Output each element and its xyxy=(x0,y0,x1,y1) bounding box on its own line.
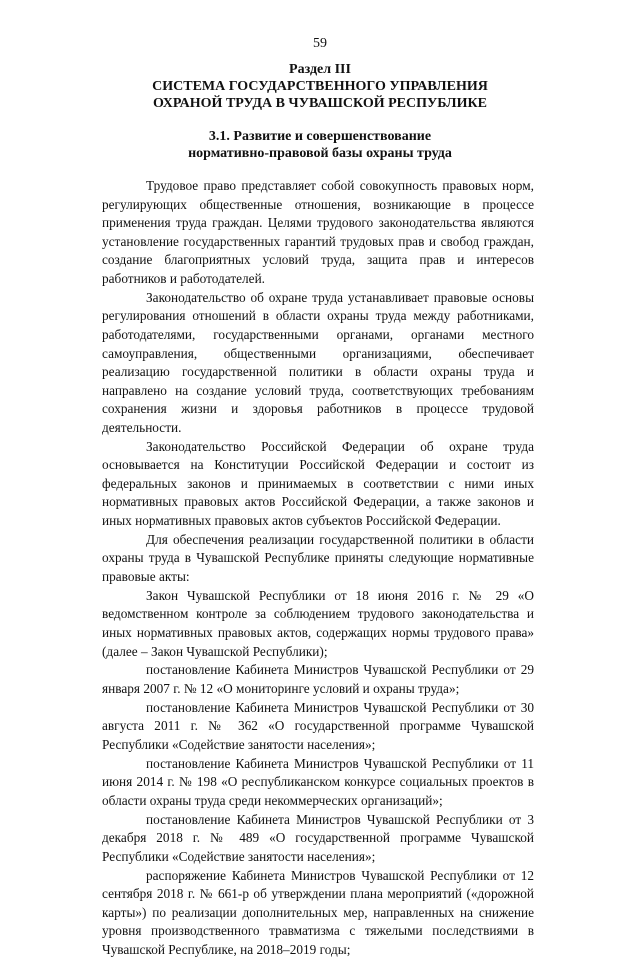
list-item: постановление Кабинета Министров Чувашской Республики от 30 августа 2011 г. № 362 «О государственной программе Чувашской Республики «Содействие занятости населения»; xyxy=(102,699,534,752)
page-number: 59 xyxy=(313,36,327,51)
section-title xyxy=(0,78,640,112)
list-item: Закон Чувашской Республики от 18 июня 2016 г. № 29 «О ведомственном контроле за соблюдением трудового законодательства и иных нормативных правовых актов, содержащих нормы трудового права» (далее – Закон Чувашской Республики); xyxy=(102,587,534,659)
list-item: распоряжение Кабинета Министров Чувашской Республики от 12 сентября 2018 г. № 661-р об утверждении плана мероприятий («дорожной карты») по реализации дополнительных мер, направленных на снижение уровня производственного травматизма с тяжелыми последствиями в Чувашской Республике, на 2018–2019 годы; xyxy=(102,867,534,958)
body-text xyxy=(102,177,534,960)
section-title-line: ОХРАНОЙ ТРУДА В ЧУВАШСКОЙ РЕСПУБЛИКЕ xyxy=(153,96,487,111)
section-label: Раздел III xyxy=(289,62,351,77)
subsection-title-line: 3.1. Развитие и совершенствование xyxy=(208,129,432,144)
paragraph: Законодательство об охране труда устанавливает правовые основы регулирования отношений в области охраны труда между работниками, работодателями, государственными органами, органами местного самоуправления, общественными организациями, обеспечивает реализацию государственной политики в области охраны труда и направлено на создание условий труда, соответствующих требованиям сохранения жизни и здоровья работников в процессе трудовой деятельности. xyxy=(102,289,534,435)
section-title-line: СИСТЕМА ГОСУДАРСТВЕННОГО УПРАВЛЕНИЯ xyxy=(152,79,488,94)
list-item: постановление Кабинета Министров Чувашской Республики от 11 июня 2014 г. № 198 «О республиканском конкурсе социальных проектов в области охраны труда среди некоммерческих организаций»; xyxy=(102,755,534,808)
paragraph: Законодательство Российской Федерации об охране труда основывается на Конституции Российской Федерации и состоит из федеральных законов и принимаемых в соответствии с ними иных нормативных правовых актов Российской Федерации, а также законов и иных нормативных правовых актов субъектов Российской Федерации. xyxy=(102,438,534,529)
paragraph: Для обеспечения реализации государственной политики в области охраны труда в Чувашской Республике приняты следующие нормативные правовые акты: xyxy=(102,531,534,585)
paragraph: Трудовое право представляет собой совокупность правовых норм, регулирующих общественные отношения, возникающие в процессе применения труда граждан. Целями трудового законодательства являются установление государственных гарантий трудовых прав и свобод граждан, создание благоприятных условий труда, защита прав и интересов работников и работодателей. xyxy=(102,178,534,286)
list-item: постановление Кабинета Министров Чувашской Республики от 3 декабря 2018 г. № 489 «О государственной программе Чувашской Республики «Содействие занятости населения»; xyxy=(102,811,534,864)
subsection-title-line: нормативно-правовой базы охраны труда xyxy=(188,146,452,161)
subsection-title xyxy=(0,128,640,162)
list-item: постановление Кабинета Министров Чувашской Республики от 29 января 2007 г. № 12 «О мониторинге условий и охраны труда»; xyxy=(102,662,534,696)
